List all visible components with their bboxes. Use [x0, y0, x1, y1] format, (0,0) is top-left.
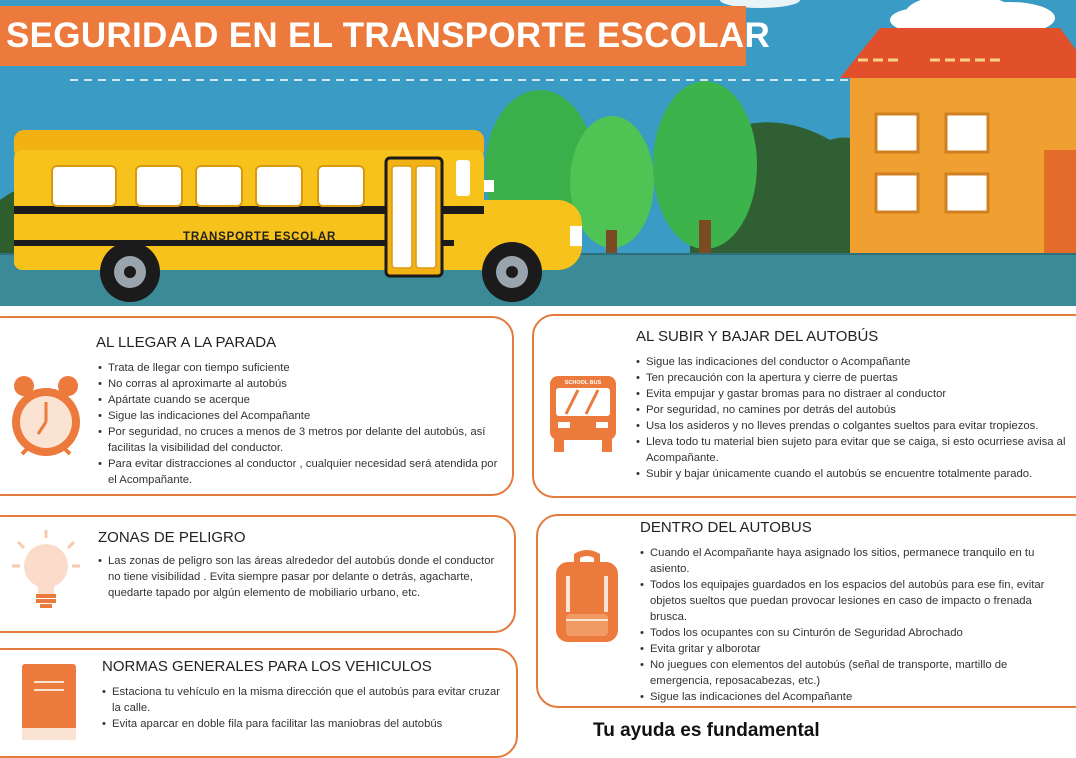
list-item: • Evita gritar y alborotar: [640, 641, 1072, 657]
section-list-peligro: [98, 553, 496, 601]
section-list-parada: [98, 360, 498, 488]
school-bus-icon: [546, 374, 620, 454]
section-heading-dentro: DENTRO DEL AUTOBUS: [640, 519, 812, 536]
list-item: • Todos los ocupantes con su Cinturón de Seguridad Abrochado: [640, 625, 1072, 641]
list-item: • Trata de llegar con tiempo suficiente: [98, 360, 498, 376]
section-list-normas: [102, 684, 506, 732]
section-list-dentro: [640, 545, 1072, 705]
list-item: • Las zonas de peligro son las áreas alrededor del autobús donde el conductor no tiene visibilidad . Evita siempre pasar por delante o detrás, agacharte, quedarte tapado por algún elemento de mobiliario urbano, etc.: [98, 553, 496, 601]
title-band: [0, 6, 771, 66]
list-item: • Para evitar distracciones al conductor , cualquier necesidad será atendida por el Acompañante.: [98, 456, 498, 488]
section-heading-subir: AL SUBIR Y BAJAR DEL AUTOBÚS: [636, 328, 879, 345]
backpack-icon: [552, 548, 622, 644]
section-heading-normas: NORMAS GENERALES PARA LOS VEHICULOS: [102, 658, 432, 675]
list-item: • Estaciona tu vehículo en la misma dirección que el autobús para evitar cruzar la calle.: [102, 684, 506, 716]
list-item: • Evita aparcar en doble fila para facilitar las maniobras del autobús: [102, 716, 506, 732]
list-item: • Subir y bajar únicamente cuando el autobús se encuentre totalmente parado.: [636, 466, 1072, 482]
bus-side-label: TRANSPORTE ESCOLAR: [183, 231, 337, 243]
list-item: • Cuando el Acompañante haya asignado los sitios, permanece tranquilo en tu asiento.: [640, 545, 1072, 577]
list-item: • Lleva todo tu material bien sujeto para evitar que se caiga, si esto ocurriese avisa al Acompañante.: [636, 434, 1072, 466]
section-list-subir: [636, 354, 1072, 482]
list-item: • Sigue las indicaciones del Acompañante: [640, 689, 1072, 705]
list-item: • No corras al aproximarte al autobús: [98, 376, 498, 392]
list-item: • Sigue las indicaciones del conductor o Acompañante: [636, 354, 1072, 370]
list-item: • Sigue las indicaciones del Acompañante: [98, 408, 498, 424]
list-item: • Usa los asideros y no lleves prendas o colgantes sueltos para evitar tropiezos.: [636, 418, 1072, 434]
section-heading-peligro: ZONAS DE PELIGRO: [98, 529, 246, 546]
book-icon: [20, 662, 78, 742]
alarm-clock-icon: [8, 374, 84, 464]
list-item: • Apártate cuando se acerque: [98, 392, 498, 408]
list-item: • Todos los equipajes guardados en los espacios del autobús para ese fin, evitar objetos sueltos que puedan provocar lesiones en caso de impacto o frenada brusca.: [640, 577, 1072, 625]
list-item: • No juegues con elementos del autobús (señal de transporte, martillo de emergencia, reposacabezas, etc.): [640, 657, 1072, 689]
page-title: SEGURIDAD EN EL TRANSPORTE ESCOLAR: [6, 16, 771, 55]
footer-tagline: Tu ayuda es fundamental: [593, 720, 820, 741]
school-bus-icon-label: SCHOOL BUS: [564, 380, 602, 386]
school-building: [840, 28, 1076, 254]
list-item: • Por seguridad, no camines por detrás del autobús: [636, 402, 1072, 418]
section-heading-parada: AL LLEGAR A LA PARADA: [96, 334, 277, 351]
light-bulb-icon: [12, 528, 80, 608]
list-item: • Por seguridad, no cruces a menos de 3 metros por delante del autobús, así facilitas la visibilidad del conductor.: [98, 424, 498, 456]
list-item: • Evita empujar y gastar bromas para no distraer al conductor: [636, 386, 1072, 402]
list-item: • Ten precaución con la apertura y cierre de puertas: [636, 370, 1072, 386]
hero-illustration: [0, 0, 1076, 306]
